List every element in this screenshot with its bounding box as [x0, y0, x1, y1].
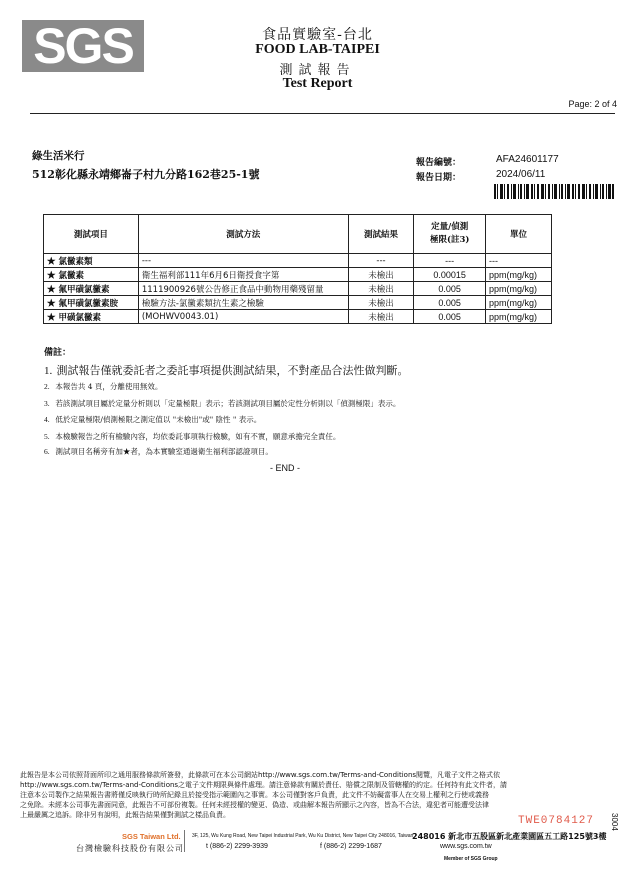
report-title-cn: 測試報告 — [279, 63, 356, 78]
header-unit: 單位 — [486, 215, 552, 254]
row-item: ★ 氯黴素 — [44, 268, 139, 282]
fax: f (886-2) 2299-1687 — [320, 843, 382, 850]
company-name-cn: 台灣檢驗科技股份有限公司 — [76, 844, 184, 853]
note-number: 5. — [44, 432, 50, 441]
header-loq-text: 定量/偵測 極限(註3) — [429, 222, 470, 245]
report-number: AFA24601177 — [496, 154, 559, 165]
note-item — [44, 398, 400, 409]
row-item: ★ 氟甲磺氯黴素 — [44, 282, 139, 296]
report-title-en: Test Report — [282, 76, 353, 91]
company-name-en: SGS Taiwan Ltd. — [122, 832, 181, 841]
side-number: 3004 — [610, 813, 619, 831]
note-item — [44, 446, 273, 457]
page-number: Page: 2 of 4 — [568, 99, 617, 109]
row-item: ★ 氟甲磺氯黴素胺 — [44, 296, 139, 310]
note-number: 4. — [44, 415, 50, 424]
header-test-method: 測試方法 — [138, 215, 348, 254]
lab-name-en: FOOD LAB-TAIPEI — [255, 42, 380, 57]
terms-line: 上最嚴厲之追訴。除非另有說明，此報告結果僅對測試之樣品負責。 — [20, 811, 230, 819]
note-text: 低於定量極限/偵測極限之測定值以 "未檢出"或" 陰性 " 表示。 — [55, 415, 262, 424]
row-loq: --- — [414, 254, 486, 268]
note-item — [44, 362, 409, 378]
client-address: 512彰化縣永靖鄉崙子村九分路162巷25-1號 — [32, 168, 260, 181]
row-method: --- — [138, 254, 348, 268]
note-number: 2. — [44, 382, 50, 391]
row-item: ★ 甲磺氯黴素 — [44, 310, 139, 324]
end-marker: - END - — [270, 463, 300, 473]
terms-line: 注意本公司製作之結果報告書將僅反映執行時所紀錄且於接受指示範圍內之事實。本公司僅對客戶負責，此文件不妨礙當事人在交易上權利之行使或義務 — [20, 791, 489, 799]
terms-line: 此報告是本公司依照背面所印之通用服務條款所簽發，此條款可在本公司網站http://www.sgs.com.tw/Terms-and-Conditions閱覽，凡電子文件之格式依 — [20, 771, 501, 779]
note-text: 若該測試項目屬於定量分析則以「定量極限」表示；若該測試項目屬於定性分析則以「偵測極限」表示。 — [55, 399, 401, 408]
row-result: 未檢出 — [348, 268, 414, 282]
row-loq: 0.005 — [414, 310, 486, 324]
header-test-result: 測試結果 — [348, 215, 414, 254]
row-result: 未檢出 — [348, 310, 414, 324]
telephone: t (886-2) 2299-3939 — [206, 843, 268, 850]
table-row — [44, 268, 552, 282]
note-item — [44, 381, 162, 392]
table-row — [44, 310, 552, 324]
row-unit: ppm(mg/kg) — [486, 296, 552, 310]
barcode — [494, 184, 614, 199]
note-number: 3. — [44, 399, 50, 408]
header-divider — [30, 113, 615, 114]
website: www.sgs.com.tw — [440, 843, 492, 850]
client-name: 綠生活米行 — [32, 150, 85, 162]
table-row — [44, 282, 552, 296]
row-method: 衛生福利部111年6月6日衛授食字第 — [138, 268, 348, 282]
sgs-logo: SGS — [22, 20, 144, 72]
row-method: (MOHWV0043.01) — [138, 310, 348, 324]
row-unit: ppm(mg/kg) — [486, 282, 552, 296]
address-en: 3F, 125, Wu Kung Road, New Taipei Industrial Park, Wu Ku District, New Taipei City 248016, Taiwan / — [192, 833, 417, 839]
table-row — [44, 296, 552, 310]
note-text: 測試項目名稱旁有加★者，為本實驗室通過衛生福利部認證項目。 — [55, 447, 273, 456]
note-text: 測試報告僅就委託者之委託事項提供測試結果，不對產品合法性做判斷。 — [56, 364, 409, 377]
terms-line: http://www.sgs.com.tw/Terms-and-Conditions之電子文件期限與條件處理。請注意條款有關於責任、賠償之限制及管轄權的約定。任何持有此文件者，請 — [20, 781, 508, 789]
member-of-sgs: Member of SGS Group — [444, 856, 498, 862]
row-result: --- — [348, 254, 414, 268]
address-cn: 248016 新北市五股區新北產業園區五工路125號3樓 — [412, 832, 607, 841]
report-date-label: 報告日期： — [416, 173, 462, 183]
note-text: 本檢驗報告之所有檢驗內容，均依委託事項執行檢驗，如有不實，願意承擔完全責任。 — [55, 432, 341, 441]
row-method: 1111900926號公告修正食品中動物用藥殘留量 — [138, 282, 348, 296]
serial-number: TWE0784127 — [518, 815, 595, 827]
header-loq — [414, 215, 486, 254]
note-number: 6. — [44, 447, 50, 456]
row-loq: 0.005 — [414, 296, 486, 310]
report-number-label: 報告編號： — [416, 158, 462, 168]
row-loq: 0.00015 — [414, 268, 486, 282]
notes-title: 備註： — [44, 348, 72, 358]
lab-name-cn: 食品實驗室-台北 — [262, 27, 373, 43]
row-result: 未檢出 — [348, 282, 414, 296]
table-row — [44, 254, 552, 268]
row-unit: ppm(mg/kg) — [486, 268, 552, 282]
footer-divider — [184, 830, 185, 852]
row-unit: --- — [486, 254, 552, 268]
row-method: 檢驗方法-氯黴素類抗生素之檢驗 — [138, 296, 348, 310]
row-unit: ppm(mg/kg) — [486, 310, 552, 324]
row-item: ★ 氯黴素類 — [44, 254, 139, 268]
table-header-row — [44, 215, 552, 254]
results-table — [43, 214, 552, 324]
note-number: 1. — [44, 365, 53, 377]
note-item — [44, 431, 340, 442]
terms-line: 之免除。未經本公司事先書面同意，此報告不可部份複製。任何未經授權的變更、偽造、或曲解本報告所顯示之內容，皆為不合法，違犯者可能遭受法律 — [20, 801, 489, 809]
row-result: 未檢出 — [348, 296, 414, 310]
note-item — [44, 414, 261, 425]
note-text: 本報告共 4 頁，分離使用無效。 — [55, 382, 163, 391]
report-date: 2024/06/11 — [496, 169, 546, 180]
header-test-item: 測試項目 — [44, 215, 139, 254]
row-loq: 0.005 — [414, 282, 486, 296]
